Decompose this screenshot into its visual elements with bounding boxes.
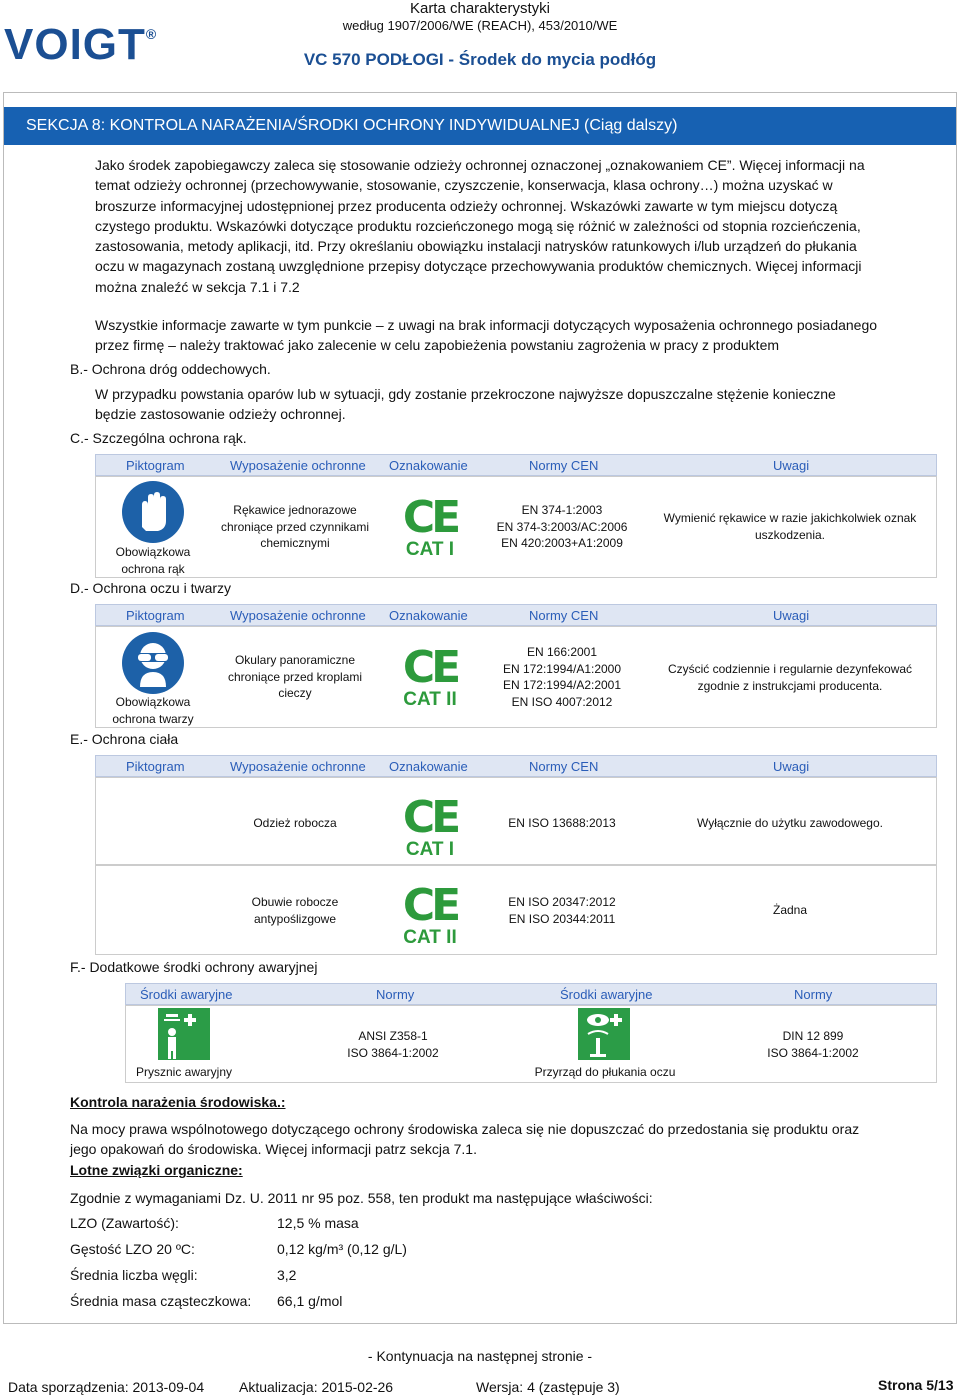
emergency-shower-norms: ANSI Z358-1 ISO 3864-1:2002 — [347, 1029, 439, 1060]
voc-intro: Zgodnie z wymaganiami Dz. U. 2011 nr 95 poz. 558, ten produkt ma następujące właściwości: — [70, 1190, 653, 1206]
intro-paragraph: Jako środek zapobiegawczy zaleca się stosowanie odzieży ochronnej oznaczonej „oznakowaniem CE”. Więcej informacji na temat odzieży ochronnej (przechowywanie, stosowanie, czyszczenie, konserwacja, klasa ochrony…) można uzyskać w broszurze informacyjnej udostępnionej przez producenta odzieży ochronnej. Wskazówki zawarte w tym miejscu dotyczą czystego produktu. Wskazówki dotyczące produktu rozcieńczonego mogą się różnić w zależności od stopnia rozcieńczenia, zastosowania, metody aplikacji, itd. Przy określaniu obowiązku instalacji natrysków ratunkowych i/lub urządzeń do płukania oczu w magazynach zostaną uwzględnione przepisy dotyczące przechowywania produktów chemicznych. Więcej informacji można znaleźć w sekcja 7.1 i 7.2 — [95, 157, 865, 295]
section-title: SEKCJA 8: KONTROLA NARAŻENIA/ŚRODKI OCHRONY INDYWIDUALNEJ (Ciąg dalszy) — [4, 107, 956, 145]
environment-title: Kontrola narażenia środowiska.: — [70, 1094, 286, 1110]
table-header-body: Piktogram Wyposażenie ochronne Oznakowanie Normy CEN Uwagi — [95, 755, 937, 777]
footwear-norms: EN ISO 20347:2012 EN ISO 20344:2011 — [508, 895, 616, 926]
document-subtitle: według 1907/2006/WE (REACH), 453/2010/WE — [342, 18, 618, 33]
voc-title: Lotne związki organiczne: — [70, 1162, 243, 1178]
gloves-pictogram-label: Obowiązkowa ochrona rąk — [115, 545, 191, 576]
subsection-c-title: C.- Szczególna ochrona rąk. — [70, 430, 247, 446]
goggles-icon — [122, 632, 184, 694]
footer-page-number: Strona 5/13 — [878, 1377, 954, 1393]
voc-label-carbon: Średnia liczba węgli: — [70, 1267, 198, 1283]
subsection-b-title: B.- Ochrona dróg oddechowych. — [70, 361, 271, 377]
voc-value-mass: 66,1 g/mol — [277, 1293, 343, 1309]
voc-label-content: LZO (Zawartość): — [70, 1215, 179, 1231]
subsection-b-text: W przypadku powstania oparów lub w sytuacji, gdy zostanie przekroczone najwyższe dopuszczalne stężenie konieczne będzie zastosowanie odzieży ochronnej. — [95, 386, 836, 423]
gloves-norms: EN 374-1:2003 EN 374-3:2003/AC:2006 EN 420:2003+A1:2009 — [496, 503, 628, 550]
continued-note: - Kontynuacja na następnej stronie - — [367, 1348, 593, 1364]
subsection-e-title: E.- Ochrona ciała — [70, 731, 179, 747]
voc-label-density: Gęstość LZO 20 ºC: — [70, 1241, 195, 1257]
subsection-f-title: F.- Dodatkowe środki ochrony awaryjnej — [70, 959, 318, 975]
environment-text: Na mocy prawa wspólnotowego dotyczącego ochrony środowiska zaleca się nie dopuszczać do przedostania się produktu oraz jego opakowań do środowiska. Więcej informacji patrz sekcja 7.1. — [70, 1121, 860, 1158]
footwear-equipment: Obuwie robocze antypoślizgowe — [251, 895, 339, 926]
product-name: VC 570 PODŁOGI - Środek do mycia podłóg — [303, 50, 657, 69]
emergency-shower-icon — [158, 1008, 210, 1060]
goggles-notes: Czyścić codziennie i regularnie dezynfekować zgodnie z instrukcjami producenta. — [667, 662, 913, 693]
ce-cat-ii-mark: CE CAT II — [402, 642, 458, 710]
ce-cat-i-mark-workwear: CE CAT I — [402, 792, 458, 860]
ce-cat-ii-mark-footwear: CE CAT II — [402, 880, 458, 948]
table-header-eyes: Piktogram Wyposażenie ochronne Oznakowanie Normy CEN Uwagi — [95, 604, 937, 626]
eyewash-label: Przyrząd do płukania oczu — [534, 1065, 676, 1079]
gloves-notes: Wymienić rękawice w razie jakichkolwiek oznak uszkodzenia. — [663, 511, 917, 542]
voigt-logo: VOIGT® — [4, 20, 158, 69]
gloves-icon — [122, 481, 184, 543]
footwear-notes: Żadna — [772, 903, 808, 917]
workwear-notes: Wyłącznie do użytku zawodowego. — [697, 816, 883, 830]
eyewash-icon — [578, 1008, 630, 1060]
subsection-d-title: D.- Ochrona oczu i twarzy — [70, 580, 232, 596]
footer-date-created: Data sporządzenia: 2013-09-04 — [8, 1379, 205, 1395]
document-title: Karta charakterystyki — [409, 0, 551, 17]
voc-label-mass: Średnia masa cząsteczkowa: — [70, 1293, 252, 1309]
table-header-hands: Piktogram Wyposażenie ochronne Oznakowanie Normy CEN Uwagi — [95, 454, 937, 476]
emergency-shower-label: Prysznic awaryjny — [135, 1065, 233, 1079]
voc-value-density: 0,12 kg/m³ (0,12 g/L) — [277, 1241, 407, 1257]
voc-value-carbon: 3,2 — [277, 1267, 297, 1283]
workwear-norms: EN ISO 13688:2013 — [508, 816, 616, 830]
goggles-pictogram-label: Obowiązkowa ochrona twarzy — [112, 695, 194, 726]
table-header-emergency: Środki awaryjne Normy Środki awaryjne Normy — [125, 983, 937, 1005]
gloves-equipment: Rękawice jednorazowe chroniące przed czynnikami chemicznymi — [220, 503, 370, 550]
footer-version: Wersja: 4 (zastępuje 3) — [476, 1379, 620, 1395]
ce-cat-i-mark: CE CAT I — [402, 492, 458, 560]
workwear-equipment: Odzież robocza — [253, 816, 337, 830]
footer-updated: Aktualizacja: 2015-02-26 — [239, 1379, 394, 1395]
eyewash-norms: DIN 12 899 ISO 3864-1:2002 — [767, 1029, 859, 1060]
voc-value-content: 12,5 % masa — [277, 1215, 359, 1231]
info-paragraph: Wszystkie informacje zawarte w tym punkcie – z uwagi na brak informacji dotyczących wyposażenia ochronnego posiadanego przez firmę – należy traktować jako zalecenie w celu zapobieżenia powstaniu zagrożenia w pracy z produktem — [95, 317, 878, 354]
goggles-norms: EN 166:2001 EN 172:1994/A1:2000 EN 172:1994/A2:2001 EN ISO 4007:2012 — [502, 645, 622, 709]
goggles-equipment: Okulary panoramiczne chroniące przed kroplami cieczy — [227, 653, 363, 700]
